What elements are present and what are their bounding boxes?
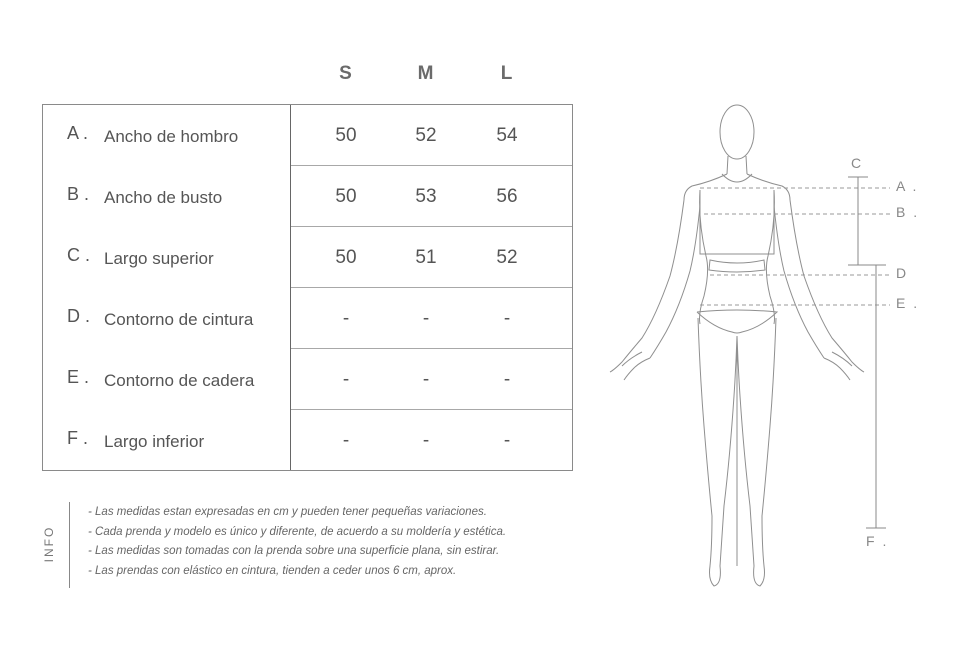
cell-m: - <box>422 369 430 390</box>
cell-l: 54 <box>496 125 518 146</box>
cell-s: - <box>342 308 350 329</box>
cell-s: - <box>342 430 350 451</box>
info-divider <box>69 502 70 588</box>
table-row <box>43 410 572 471</box>
label-d: D <box>896 265 909 281</box>
label-c: C <box>851 155 864 171</box>
label-a: A . <box>896 178 919 194</box>
table-row <box>43 227 572 288</box>
size-header-l: L <box>500 63 514 84</box>
info-label: INFO <box>42 525 56 563</box>
row-label: Contorno de cintura <box>104 310 254 329</box>
row-letter: E . <box>67 367 90 387</box>
row-label: Largo inferior <box>104 432 205 451</box>
cell-m: 53 <box>415 186 437 207</box>
table-row <box>43 349 572 410</box>
info-note: - Las prendas con elástico en cintura, tienden a ceder unos 6 cm, aprox. <box>88 564 457 577</box>
row-letter: D . <box>67 306 91 326</box>
label-b: B . <box>896 204 920 220</box>
info-notes <box>88 503 506 581</box>
row-letter: C . <box>67 245 91 265</box>
table-row <box>43 166 572 227</box>
label-f: F . <box>866 533 889 549</box>
body-figure-diagram <box>600 96 940 596</box>
row-label: Ancho de busto <box>104 188 223 207</box>
vertical-scales <box>848 177 886 528</box>
cell-l: - <box>503 369 511 390</box>
row-label: Ancho de hombro <box>104 127 239 146</box>
cell-m: 52 <box>415 125 437 146</box>
cell-s: 50 <box>335 247 357 268</box>
row-letter: F . <box>67 428 88 448</box>
cell-l: 52 <box>496 247 518 268</box>
cell-m: - <box>422 430 430 451</box>
info-note: - Las medidas estan expresadas en cm y pueden tener pequeñas variaciones. <box>88 506 487 518</box>
cell-s: - <box>342 369 350 390</box>
table-row <box>43 288 572 349</box>
mannequin-outline <box>610 105 864 586</box>
cell-l: 56 <box>496 186 518 207</box>
measurement-lines <box>700 188 890 305</box>
cell-s: 50 <box>335 186 357 207</box>
info-note: - Las medidas son tomadas con la prenda sobre una superficie plana, sin estirar. <box>88 545 500 557</box>
cell-m: - <box>422 308 430 329</box>
info-note: - Cada prenda y modelo es único y diferente, de acuerdo a su moldería y estética. <box>88 525 507 538</box>
row-label: Contorno de cadera <box>104 371 255 390</box>
table-row <box>43 105 572 166</box>
size-header-s: S <box>339 63 353 84</box>
row-label: Largo superior <box>104 249 214 268</box>
size-header-m: M <box>417 63 435 84</box>
row-letter: B . <box>67 184 90 204</box>
measurements-table <box>42 104 573 471</box>
cell-m: 51 <box>415 247 437 268</box>
row-letter: A . <box>67 123 89 143</box>
cell-l: - <box>503 308 511 329</box>
cell-l: - <box>503 430 511 451</box>
cell-s: 50 <box>335 125 357 146</box>
label-e: E . <box>896 295 920 311</box>
